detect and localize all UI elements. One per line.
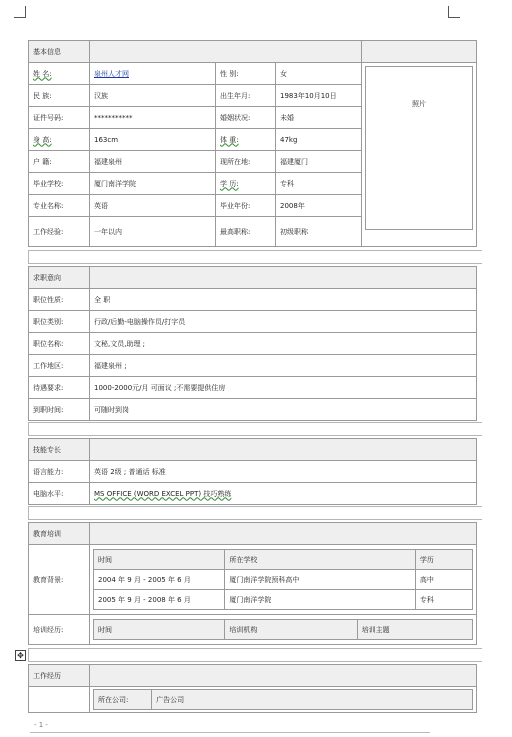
school-value: 厦门南洋学院 <box>90 173 216 195</box>
salary-value: 1000-2000元/月 可面议 ;不需要提供住房 <box>90 377 477 399</box>
major-value: 英语 <box>90 195 216 217</box>
edu-history-table <box>93 549 473 610</box>
edu-header-school: 所在学校 <box>225 550 416 570</box>
title-label: 最高职称: <box>216 217 276 247</box>
experience-value: 一年以内 <box>90 217 216 247</box>
grad-year-label: 毕业年份: <box>216 195 276 217</box>
company-value: 广告公司 <box>152 690 473 710</box>
edu-row-time: 2004 年 9 月 - 2005 年 6 月 <box>94 570 225 590</box>
skills-section-label: 技能专长 <box>29 439 90 461</box>
table-move-handle-icon[interactable]: ✥ <box>15 650 26 661</box>
hukou-value: 福建泉州 <box>90 151 216 173</box>
job-type-value: 全 职 <box>90 289 477 311</box>
intent-header-fill <box>90 267 477 289</box>
job-type-label: 职位性质: <box>29 289 90 311</box>
work-entry-label <box>29 687 90 713</box>
skills-table <box>28 438 477 505</box>
spacer-row <box>28 250 482 264</box>
hukou-label: 户 籍: <box>29 151 90 173</box>
edu-row-degree: 专科 <box>415 590 472 610</box>
id-number-value: *********** <box>90 107 216 129</box>
edu-header-degree: 学历 <box>415 550 472 570</box>
photo-label: 照片 <box>412 100 426 108</box>
photo-header-cell <box>362 41 477 63</box>
location-label: 现所在地: <box>216 151 276 173</box>
education-table <box>28 522 477 645</box>
computer-label: 电脑水平: <box>29 483 90 505</box>
edu-row-school: 厦门南洋学院 <box>225 590 416 610</box>
work-table <box>28 664 477 713</box>
grad-year-value: 2008年 <box>276 195 362 217</box>
training-label: 培训经历: <box>29 615 90 645</box>
height-value: 163cm <box>90 129 216 151</box>
birth-label: 出生年月: <box>216 85 276 107</box>
job-intent-table <box>28 266 477 421</box>
birth-value: 1983年10月10日 <box>276 85 362 107</box>
crop-mark-top-right <box>448 6 460 18</box>
degree-label: 学 历: <box>216 173 276 195</box>
start-time-value: 可随时到岗 <box>90 399 477 421</box>
work-area-label: 工作地区: <box>29 355 90 377</box>
page-number: - 1 - <box>34 721 48 729</box>
training-header-topic: 培训主题 <box>357 620 472 640</box>
work-entry-cell <box>90 687 477 713</box>
weight-value: 47kg <box>276 129 362 151</box>
name-label: 姓 名: <box>29 63 90 85</box>
basic-section-header-fill <box>90 41 362 63</box>
computer-value: MS OFFICE (WORD EXCEL PPT) 技巧熟练 <box>90 483 477 505</box>
photo-cell <box>362 63 477 247</box>
edu-header-time: 时间 <box>94 550 225 570</box>
job-category-label: 职位类别: <box>29 311 90 333</box>
marital-value: 未婚 <box>276 107 362 129</box>
weight-label: 体 重: <box>216 129 276 151</box>
salary-label: 待遇要求: <box>29 377 90 399</box>
location-value: 福建厦门 <box>276 151 362 173</box>
marital-label: 婚姻状况: <box>216 107 276 129</box>
language-value: 英语 2级 ; 普通话 标准 <box>90 461 477 483</box>
job-name-label: 职位名称: <box>29 333 90 355</box>
education-header-fill <box>90 523 477 545</box>
work-section-label: 工作经历 <box>29 665 90 687</box>
ethnicity-label: 民 族: <box>29 85 90 107</box>
school-label: 毕业学校: <box>29 173 90 195</box>
title-value: 初级职称 <box>276 217 362 247</box>
skills-header-fill <box>90 439 477 461</box>
edu-row-degree: 高中 <box>415 570 472 590</box>
crop-mark-top-left <box>14 6 26 18</box>
footer-divider <box>30 732 430 733</box>
edu-row-school: 厦门南洋学院预科高中 <box>225 570 416 590</box>
height-label: 身 高: <box>29 129 90 151</box>
work-area-value: 福建泉州 ; <box>90 355 477 377</box>
name-value[interactable]: 泉州人才网 <box>90 63 216 85</box>
work-header-fill <box>90 665 477 687</box>
training-cell <box>90 615 477 645</box>
basic-info-table <box>28 40 477 247</box>
photo-box[interactable] <box>365 66 473 230</box>
job-name-value: 文秘,文员,助理 ; <box>90 333 477 355</box>
work-company-table <box>93 689 473 710</box>
education-section-label: 教育培训 <box>29 523 90 545</box>
gender-value: 女 <box>276 63 362 85</box>
company-label: 所在公司: <box>94 690 152 710</box>
major-label: 专业名称: <box>29 195 90 217</box>
spacer-row <box>28 648 482 662</box>
job-category-value: 行政/后勤-电脑操作员/打字员 <box>90 311 477 333</box>
start-time-label: 到职时间: <box>29 399 90 421</box>
training-header-time: 时间 <box>94 620 225 640</box>
intent-section-label: 求职意向 <box>29 267 90 289</box>
language-label: 语言能力: <box>29 461 90 483</box>
ethnicity-value: 汉族 <box>90 85 216 107</box>
spacer-row <box>28 506 482 520</box>
edu-row-time: 2005 年 9 月 - 2008 年 6 月 <box>94 590 225 610</box>
degree-value: 专科 <box>276 173 362 195</box>
id-number-label: 证件号码: <box>29 107 90 129</box>
edu-background-label: 教育背景: <box>29 545 90 615</box>
basic-section-label: 基本信息 <box>29 41 90 63</box>
experience-label: 工作经验: <box>29 217 90 247</box>
spacer-row <box>28 422 482 436</box>
edu-background-cell <box>90 545 477 615</box>
gender-label: 性 别: <box>216 63 276 85</box>
training-table <box>93 619 473 640</box>
training-header-institution: 培训机构 <box>225 620 357 640</box>
